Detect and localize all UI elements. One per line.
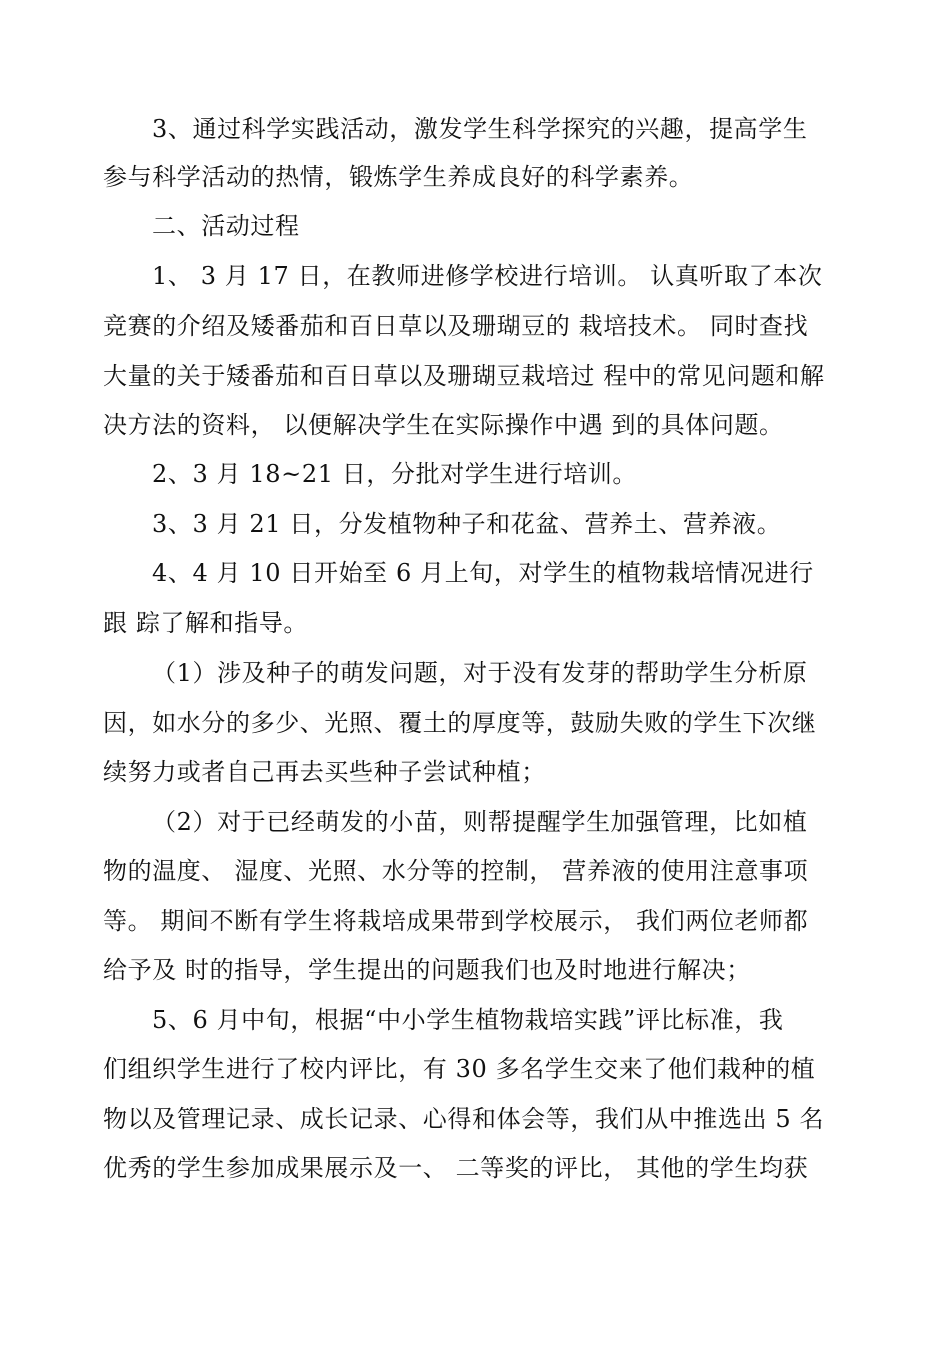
text-line: 决方法的资料， 以便解决学生在实际操作中遇 到的具体问题。 [103, 411, 784, 439]
text-line: 因，如水分的多少、光照、覆土的厚度等，鼓励失败的学生下次继 [103, 709, 817, 737]
text-line: 参与科学活动的热情，锻炼学生养成良好的科学素养。 [103, 163, 694, 191]
text-line: 3、3 月 21 日，分发植物种子和花盆、营养土、营养液。 [152, 510, 782, 538]
text-line: 2、3 月 18~21 日，分批对学生进行培训。 [152, 460, 638, 488]
text-line: 4、4 月 10 日开始至 6 月上旬，对学生的植物栽培情况进行 [152, 559, 814, 587]
text-line: （1）涉及种子的萌发问题，对于没有发芽的帮助学生分析原 [152, 659, 808, 687]
text-line: 5、6 月中旬，根据“中小学生植物栽培实践”评比标准，我 [152, 1006, 784, 1034]
text-line: 优秀的学生参加成果展示及一、 二等奖的评比， 其他的学生均获 [103, 1154, 809, 1182]
text-line: 们组织学生进行了校内评比，有 30 多名学生交来了他们栽种的植 [103, 1055, 816, 1083]
text-line: 1、 3 月 17 日，在教师进修学校进行培训。 认真听取了本次 [152, 262, 823, 290]
text-line: 给予及 时的指导，学生提出的问题我们也及时地进行解决； [103, 956, 751, 984]
text-line: 续努力或者自己再去买些种子尝试种植； [103, 758, 546, 786]
text-line: （2）对于已经萌发的小苗，则帮提醒学生加强管理，比如植 [152, 808, 808, 836]
text-line: 竞赛的介绍及矮番茄和百日草以及珊瑚豆的 栽培技术。 同时查找 [103, 312, 809, 340]
text-line: 跟 踪了解和指导。 [103, 609, 309, 637]
text-line: 3、通过科学实践活动，激发学生科学探究的兴趣，提高学生 [152, 115, 808, 143]
text-line: 物的温度、 湿度、光照、水分等的控制， 营养液的使用注意事项 [103, 857, 809, 885]
text-line: 物以及管理记录、成长记录、心得和体会等，我们从中推选出 5 名 [103, 1105, 825, 1133]
section-heading: 二、活动过程 [152, 212, 300, 240]
text-line: 大量的关于矮番茄和百日草以及珊瑚豆栽培过 程中的常见问题和解 [103, 362, 825, 390]
text-line: 等。 期间不断有学生将栽培成果带到学校展示， 我们两位老师都 [103, 907, 809, 935]
